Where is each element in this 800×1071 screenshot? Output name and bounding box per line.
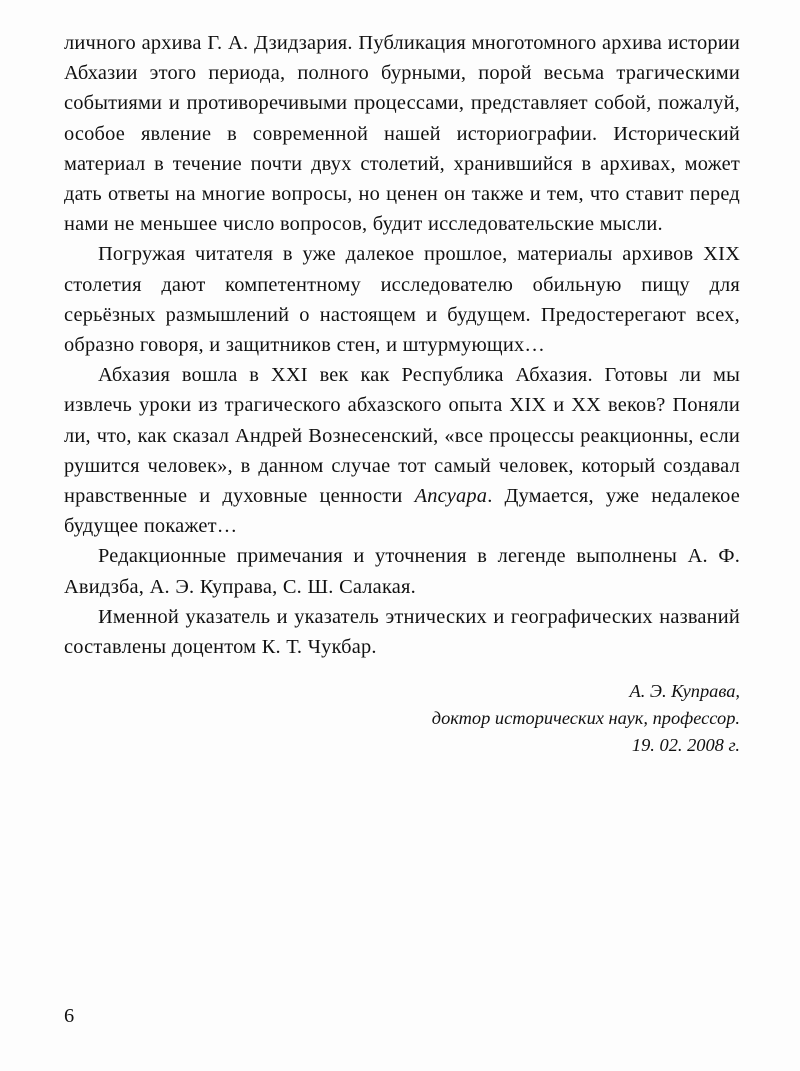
paragraph-3-part2: . Думается, уже недалекое будущее покажет… xyxy=(64,485,740,538)
paragraph-1: личного архива Г. А. Дзидзария. Публикация многотомного архива истории Абхазии этого периода, полного бурными, порой весьма трагическими событиями и противоречивыми процессами, представляет собой, пожалуй, особое явление в современной нашей историографии. Исторический материал в течение почти двух столетий, хранившийся в архивах, может дать ответы на многие вопросы, но ценен он также и тем, что ставит перед нами не меньшее число вопросов, будит исследовательские мысли. xyxy=(64,32,740,236)
page-body-text xyxy=(64,28,740,662)
paragraph-5: Именной указатель и указатель этнических и географических названий составлены доцентом К. Т. Чукбар. xyxy=(64,605,740,659)
paragraph-3-part1: Абхазия вошла в XXI век как Республика Абхазия. Готовы ли мы извлечь уроки из трагического абхазского опыта XIX и XX веков? Поняли ли, что, как сказал Андрей Вознесенский, «все процессы реакционны, если рушится человек», в данном случае тот самый человек, который создавал нравственные и духовные ценности xyxy=(64,364,740,508)
signature-date: 19. 02. 2008 г. xyxy=(631,735,740,755)
paragraph-2: Погружая читателя в уже далекое прошлое, материалы архивов XIX столетия дают компетентному исследователю обильную пищу для серьёзных размышлений о настоящем и будущем. Предостерегают всех, образно говоря, и защитников стен, и штурмующих… xyxy=(64,243,740,357)
paragraph-3 xyxy=(64,360,740,541)
paragraph-4: Редакционные примечания и уточнения в легенде выполнены А. Ф. Авидзба, А. Э. Куправа, С. Ш. Салакая. xyxy=(64,545,740,598)
signature-block xyxy=(64,678,740,759)
paragraph-3-italic-term: Апсуара xyxy=(414,485,488,508)
page-number: 6 xyxy=(64,1005,75,1027)
signature-name: А. Э. Куправа, xyxy=(629,681,740,701)
signature-title: доктор исторических наук, профессор. xyxy=(431,708,740,728)
